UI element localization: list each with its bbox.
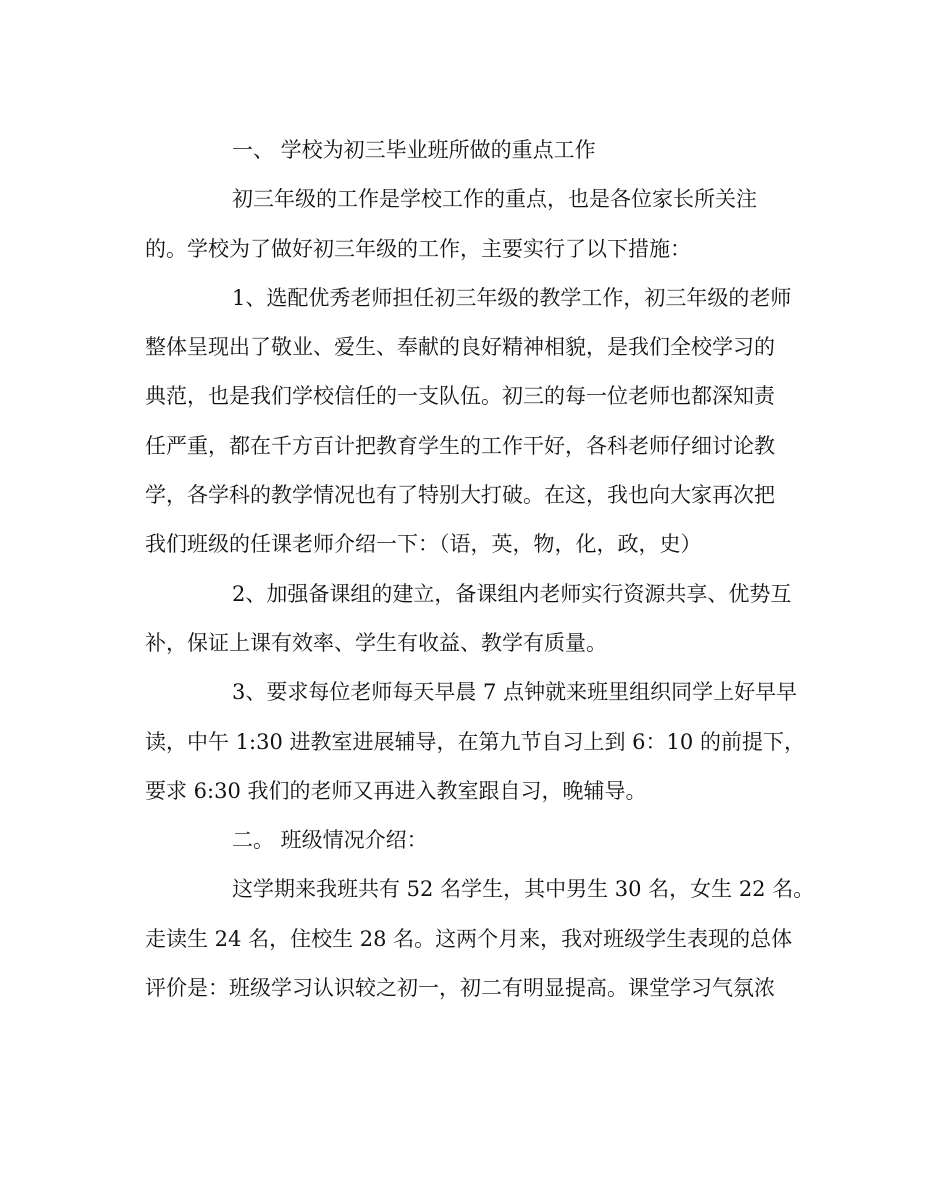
document-body — [145, 126, 815, 1013]
section-heading-1: 一、 学校为初三毕业班所做的重点工作 — [232, 138, 596, 162]
section-heading-2: 二。 班级情况介绍： — [232, 828, 428, 853]
paragraph-line: 的。学校为了做好初三年级的工作，主要实行了以下措施： — [145, 236, 691, 261]
paragraph-line: 典范，也是我们学校信任的一支队伍。初三的每一位老师也都深知责 — [145, 384, 775, 409]
paragraph-line: 读，中午 1:30 进教室进展辅导，在第九节自习上到 6：10 的前提下， — [145, 729, 805, 754]
list-item-1: 1、选配优秀老师担任初三年级的教学工作，初三年级的老师 — [232, 285, 792, 310]
paragraph-line: 要求 6:30 我们的老师又再进入教室跟自习，晚辅导。 — [145, 778, 647, 803]
paragraph-line: 初三年级的工作是学校工作的重点，也是各位家长所关注 — [232, 187, 757, 212]
paragraph-line: 补，保证上课有效率、学生有收益、教学有质量。 — [145, 630, 607, 655]
paragraph-line: 整体呈现出了敬业、爱生、奉献的良好精神相貌，是我们全校学习的 — [145, 335, 775, 360]
paragraph-line: 任严重，都在千方百计把教育学生的工作干好，各科老师仔细讨论教 — [145, 433, 775, 458]
paragraph-line: 我们班级的任课老师介绍一下：（语，英，物，化，政，史） — [145, 532, 702, 557]
paragraph-line: 走读生 24 名，住校生 28 名。这两个月来，我对班级学生表现的总体 — [145, 926, 793, 951]
paragraph-line: 评价是：班级学习认识较之初一，初二有明显提高。课堂学习气氛浓 — [145, 976, 775, 1001]
paragraph-line: 这学期来我班共有 52 名学生，其中男生 30 名，女生 22 名。 — [232, 877, 815, 902]
list-item-2: 2、加强备课组的建立，备课组内老师实行资源共享、优势互 — [232, 581, 792, 606]
list-item-3: 3、要求每位老师每天早晨 7 点钟就来班里组织同学上好早早 — [232, 680, 798, 705]
paragraph-line: 学，各学科的教学情况也有了特别大打破。在这，我也向大家再次把 — [145, 483, 775, 508]
